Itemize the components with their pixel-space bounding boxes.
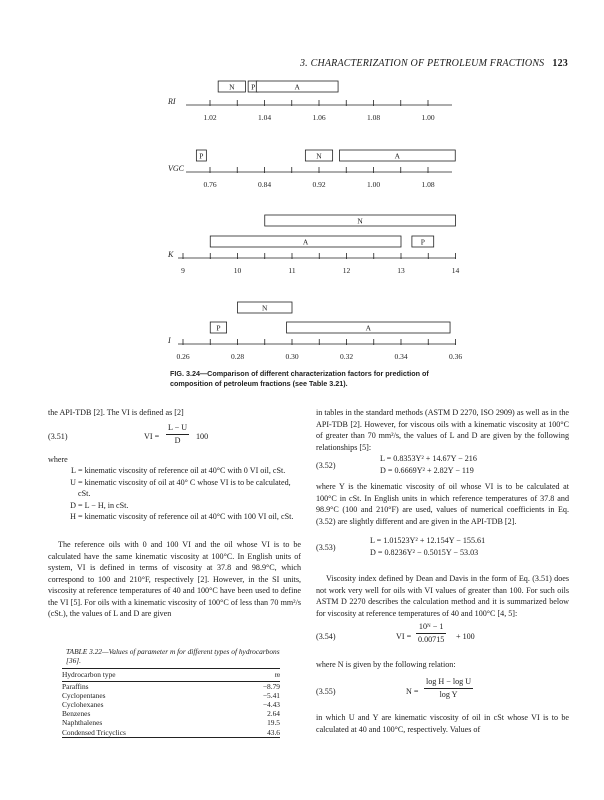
eq-tail: + 100 xyxy=(456,632,475,641)
table-cell: −8.79 xyxy=(262,681,280,691)
tick-label: 1.08 xyxy=(421,180,435,189)
range-bar-label: A xyxy=(302,237,309,247)
table-row xyxy=(62,691,280,700)
tick-label: 0.36 xyxy=(448,352,463,361)
def-text: = kinematic viscosity of oil at 40° C whose VI is to be calculated, cSt. xyxy=(78,477,291,498)
table-cell: 19.5 xyxy=(267,718,280,728)
table-header: m xyxy=(274,670,280,680)
def-term: U xyxy=(70,477,76,487)
eq-fraction xyxy=(416,621,446,645)
eq-lhs: VI = xyxy=(144,432,160,441)
def-text: = kinematic viscosity of reference oil at 40°C with 0 VI oil, cSt. xyxy=(78,466,286,475)
range-bar-label: N xyxy=(229,82,235,92)
range-bar-label: N xyxy=(316,151,322,161)
table-cell: Condensed Tricyclics xyxy=(62,727,126,737)
axis-label: RI xyxy=(168,97,176,106)
tick-label: 1.06 xyxy=(312,113,326,122)
definition-item xyxy=(48,465,301,477)
table-cell: Benzenes xyxy=(62,709,91,719)
eq-denominator: D xyxy=(174,435,181,445)
table-title: TABLE 3.22—Values of parameter m for different types of hydrocarbons [36]. xyxy=(66,647,280,666)
tick-label: 11 xyxy=(288,266,296,275)
eq-line: L = 1.01523Y² + 12.154Y − 155.61 xyxy=(370,536,486,545)
right-paragraph-3: Viscosity index defined by Dean and Davis in the form of Eq. (3.51) does not work very well for oils with VI values of greater than 100. For such oils ASTM D 2270 describes the calculation method and it is summarized below for viscosity at reference temperatures of 40 and 100°C [4, 5]: xyxy=(316,574,569,618)
tick-label: 1.02 xyxy=(203,113,217,122)
table-cell: Cyclohexanes xyxy=(62,700,104,710)
page-number: 123 xyxy=(552,58,568,69)
eq-numerator: L − U xyxy=(166,422,189,435)
tick-label: 1.00 xyxy=(366,180,381,189)
tick-label: 1.04 xyxy=(257,113,272,122)
tick-label: 0.84 xyxy=(257,180,272,189)
def-text: = L − H, in cSt. xyxy=(78,500,129,510)
eq-denominator: 0.00715 xyxy=(418,634,445,644)
right-paragraph-5: in which U and Y are kinematic viscosity of oil in cSt whose VI is to be calculated at 40 and 100°C, respectively. Values of xyxy=(316,713,569,734)
axis-label: VGC xyxy=(168,164,184,173)
range-bar-label: A xyxy=(394,151,401,161)
eq-denominator: log Y xyxy=(439,689,458,699)
figure-caption: FIG. 3.24—Comparison of different characterization factors for prediction of composition of petroleum fractions (see Table 3.21). xyxy=(170,369,429,388)
table-3-22 xyxy=(62,647,280,738)
range-bar-label: P xyxy=(420,237,425,247)
tick-label: 0.76 xyxy=(203,180,217,189)
def-term: L xyxy=(71,466,76,475)
equation-3-51 xyxy=(48,422,301,456)
table-row xyxy=(62,728,280,738)
equation-3-55 xyxy=(316,674,569,704)
eq-number: (3.53) xyxy=(316,543,336,552)
tick-label: 0.92 xyxy=(312,180,326,189)
equation-3-54 xyxy=(316,619,569,649)
eq-fraction xyxy=(424,676,473,700)
left-intro: the API-TDB [2]. The VI is defined as [2] xyxy=(48,408,184,417)
range-bar-label: P xyxy=(199,151,204,161)
tick-label: 0.34 xyxy=(394,352,408,361)
table-header: Hydrocarbon type xyxy=(62,670,116,680)
eq-numerator: 10ᴺ − 1 xyxy=(416,621,446,634)
equation-3-53 xyxy=(316,535,569,559)
table-cell: Paraffins xyxy=(62,681,89,691)
table-cell: −4.43 xyxy=(262,700,280,710)
tick-label: 1.08 xyxy=(366,113,381,122)
def-text: = kinematic viscosity of reference oil at 40°C with 100 VI oil, cSt. xyxy=(78,512,294,521)
eq-line: D = 0.8236Y² − 0.5015Y − 53.03 xyxy=(370,548,479,557)
tick-label: 0.28 xyxy=(230,352,245,361)
range-bar-label: P xyxy=(251,82,256,92)
header-title: 3. CHARACTERIZATION OF PETROLEUM FRACTIONS xyxy=(299,58,545,69)
definition-item xyxy=(48,477,301,500)
table-row xyxy=(62,718,280,727)
eq-lhs: VI = xyxy=(396,632,412,641)
range-bar-label: A xyxy=(365,323,372,333)
definitions-list xyxy=(48,465,301,523)
tick-label: 1.00 xyxy=(421,113,435,122)
table-row xyxy=(62,682,280,691)
axis-label: I xyxy=(168,336,171,345)
table-cell: −5.41 xyxy=(262,690,280,700)
table-cell: Naphthalenes xyxy=(62,718,103,728)
figure-3-24 xyxy=(0,0,604,370)
where-label: where xyxy=(48,455,68,464)
definition-item xyxy=(48,511,301,523)
right-paragraph-4: where N is given by the following relation: xyxy=(316,660,456,669)
table-row xyxy=(62,709,280,718)
left-paragraph: The reference oils with 0 and 100 VI and the oil whose VI is to be calculated have the same kinematic viscosity at 100°C. In English units of system, VI is defined in terms of viscosity at 37.8 and 98.9°C, which correspond to 100 and 210°F, respectively [2]. However, in the SI units, viscosity at reference temperatures of 40 and 100°C have been used to define the VI [5]. For oils with a kinematic viscosity of 100°C of less than 70 mm²/s (cSt.), the values of L and D are given xyxy=(48,540,301,618)
table-cell: 2.64 xyxy=(267,709,280,719)
eq-number: (3.52) xyxy=(316,461,336,470)
range-bar-label: N xyxy=(262,303,268,313)
eq-number: (3.51) xyxy=(48,432,68,441)
right-paragraph-1: in tables in the standard methods (ASTM D 2270, ISO 2909) as well as in the API-TDB [2]. However, for viscous oils with a kinematic viscosity at 100°C of greater than 70 mm²/s, the values of L and D are given by the following relationships [5]: xyxy=(316,408,569,452)
tick-label: 12 xyxy=(342,266,351,275)
eq-line: D = 0.6669Y² + 2.82Y − 119 xyxy=(380,466,474,475)
range-bar-label: A xyxy=(294,82,300,92)
def-term: H xyxy=(70,512,76,521)
table-row xyxy=(62,700,280,709)
eq-fraction xyxy=(166,422,189,446)
tick-label: 9 xyxy=(181,266,185,275)
def-term: D xyxy=(70,500,76,510)
tick-label: 0.30 xyxy=(285,352,299,361)
table-header-row xyxy=(62,668,280,681)
axis-label: K xyxy=(168,250,174,259)
eq-tail: 100 xyxy=(196,432,209,441)
tick-label: 14 xyxy=(451,266,460,275)
tick-label: 10 xyxy=(233,266,242,275)
table-cell: 43.6 xyxy=(267,727,280,737)
equation-3-52 xyxy=(316,453,569,477)
eq-lhs: N = xyxy=(406,687,419,696)
tick-label: 0.32 xyxy=(339,352,354,361)
tick-label: 13 xyxy=(397,266,405,275)
range-bar-label: P xyxy=(216,323,221,333)
right-paragraph-2: where Y is the kinematic viscosity of oil whose VI is to be calculated at 100°C in cSt. In English units in which reference temperatures of 37.8 and 98.9°C (100 and 210°F) are used, values of numerical coefficients in Eq. (3.52) are slightly different and are given in the API-TDB [2]. xyxy=(316,482,569,526)
eq-numerator: log H − log U xyxy=(424,676,473,689)
eq-line: L = 0.8353Y² + 14.67Y − 216 xyxy=(380,454,477,463)
definition-item xyxy=(48,500,301,512)
eq-number: (3.55) xyxy=(316,687,336,696)
table-cell: Cyclopentanes xyxy=(62,690,106,700)
tick-label: 0.26 xyxy=(176,352,190,361)
eq-number: (3.54) xyxy=(316,632,336,641)
range-bar-label: N xyxy=(357,216,363,226)
